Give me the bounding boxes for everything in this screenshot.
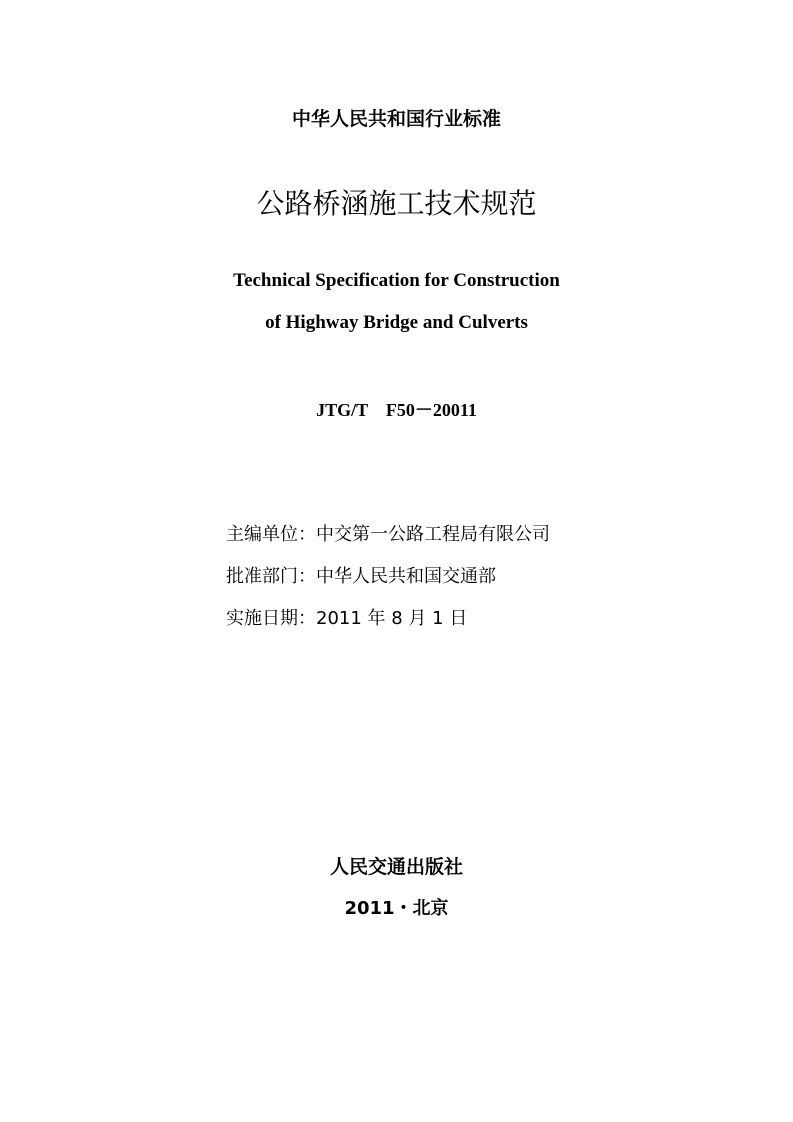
publisher-name: 人民交通出版社 xyxy=(329,856,463,878)
document-title-english-line2: of Highway Bridge and Culverts xyxy=(265,312,528,333)
document-title-chinese: 公路桥涵施工技术规范 xyxy=(256,187,537,220)
document-title-english-line1: Technical Specification for Construction xyxy=(233,270,560,291)
editor-unit-label: 主编单位： xyxy=(226,524,316,545)
standard-code: JTG/T F50－20011 xyxy=(316,400,477,420)
standard-category-heading: 中华人民共和国行业标准 xyxy=(291,108,501,130)
implementation-date-label: 实施日期： xyxy=(226,608,316,629)
editor-unit-value: 中交第一公路工程局有限公司 xyxy=(316,524,550,545)
implementation-date-line xyxy=(226,604,467,630)
approval-department-label: 批准部门： xyxy=(226,566,316,587)
approval-department-value: 中华人民共和国交通部 xyxy=(316,566,496,587)
approval-department-line xyxy=(226,562,496,588)
publication-year-place: 2011・北京 xyxy=(344,898,449,919)
editor-unit-line xyxy=(226,520,550,546)
implementation-date-value: 2011 年 8 月 1 日 xyxy=(316,608,468,629)
